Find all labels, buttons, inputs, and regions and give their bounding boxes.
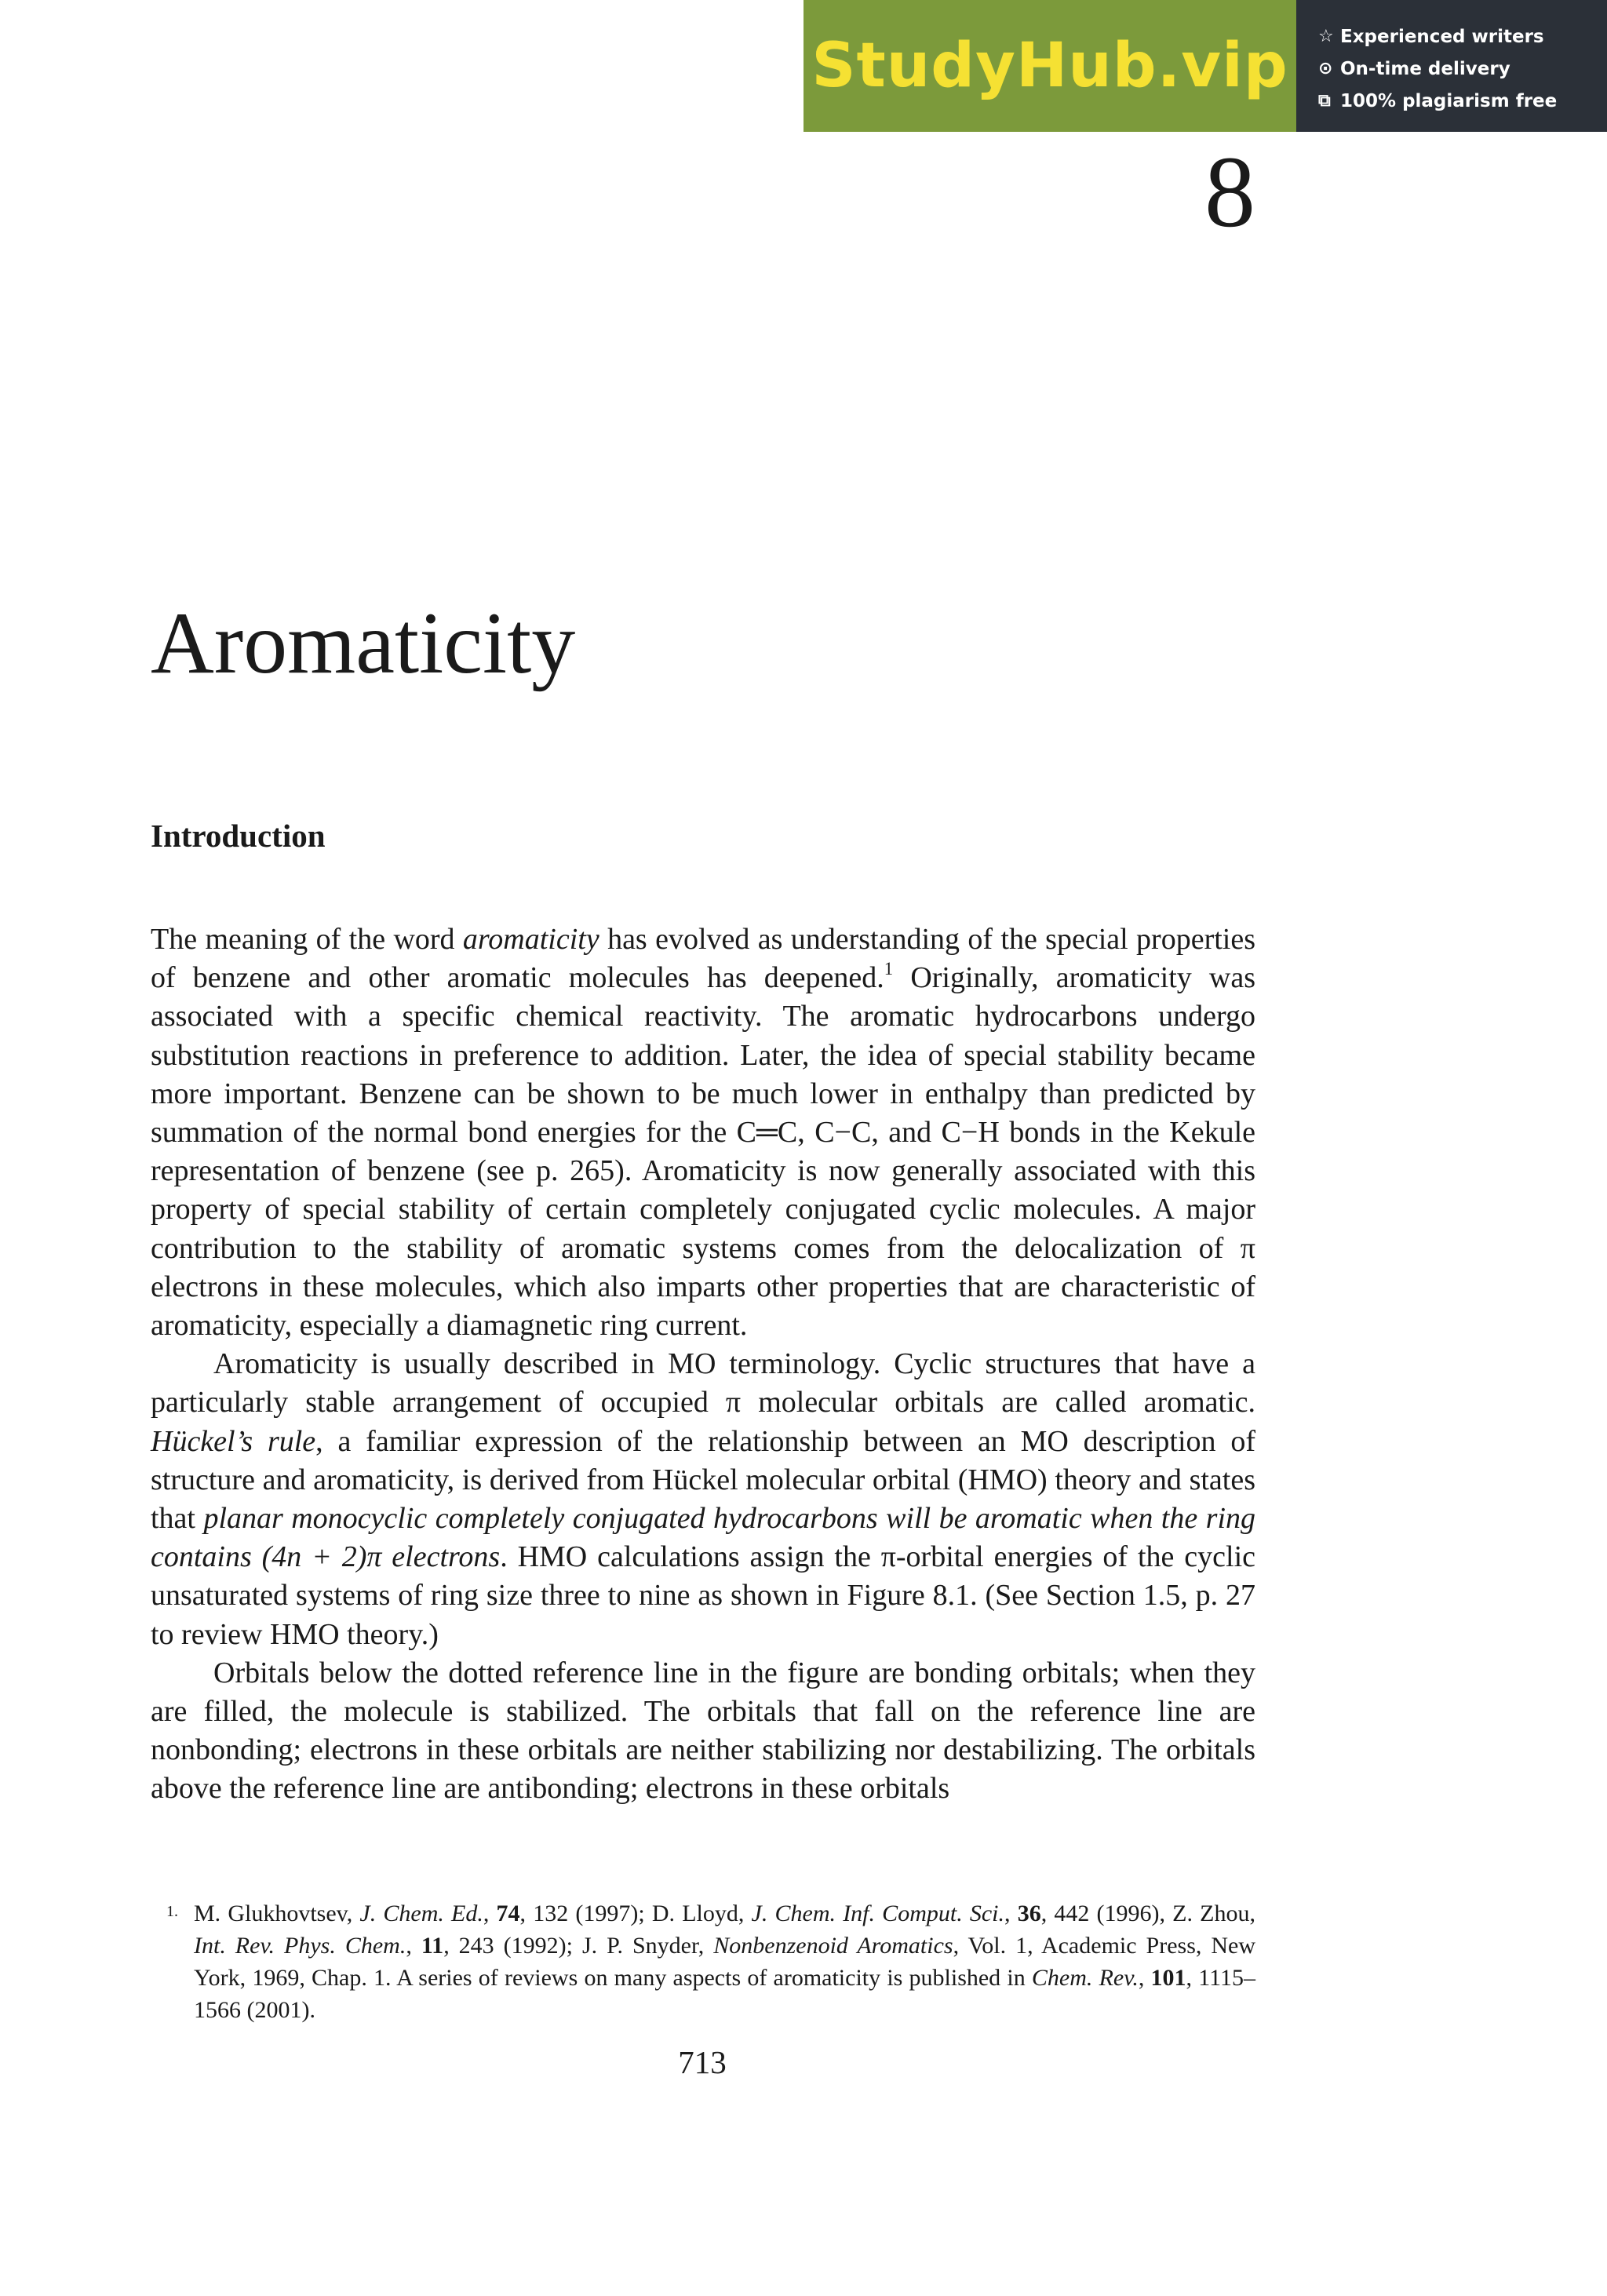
feature-label: 100% plagiarism free: [1340, 90, 1558, 111]
volume: 101: [1150, 1965, 1186, 1991]
feature-plagiarism-free: [1318, 85, 1607, 117]
emphasis: planar monocyclic completely conjugated hydrocarbons will be aromatic when the ring contains (4n + 2)π electrons: [151, 1502, 1256, 1574]
text-run: Aromaticity is usually described in MO terminology. Cyclic structures that have a particularly stable arrangement of occupied π molecular orbitals are called aromatic.: [151, 1347, 1255, 1420]
text-run: M. Glukhovtsev,: [194, 1901, 360, 1926]
paragraph-3: [151, 1654, 1255, 1809]
footnote-1: [151, 1897, 1255, 2026]
feature-on-time-delivery: [1318, 53, 1607, 85]
text-run: , 1115–1566 (2001).: [194, 1965, 1255, 2023]
journal-name: Int. Rev. Phys. Chem.: [194, 1933, 406, 1959]
chapter-number: 8: [1204, 136, 1255, 249]
text-run: , 132 (1997); D. Lloyd,: [519, 1901, 752, 1926]
volume: 11: [421, 1933, 444, 1959]
feature-experienced-writers: [1318, 20, 1607, 53]
emphasis: aromaticity: [462, 923, 599, 956]
copy-icon: ⧉: [1318, 91, 1331, 111]
feature-label: Experienced writers: [1340, 26, 1544, 47]
text-run: ,: [1138, 1965, 1151, 1991]
text-run: . HMO calculations assign the π-orbital energies of the cyclic unsaturated systems of ring size three to nine as shown in Figure 8.1. (See Section 1.5, p. 27 to review HMO theory.): [151, 1540, 1255, 1651]
chapter-title: Aromaticity: [151, 595, 576, 692]
text-run: The meaning of the word: [151, 923, 463, 956]
volume: 74: [496, 1901, 520, 1926]
section-heading: Introduction: [151, 818, 326, 854]
text-run: , 243 (1992); J. P. Snyder,: [443, 1933, 714, 1959]
banner-features: [1296, 0, 1607, 132]
text-run: , a familiar expression of the relationship between an MO description of structure and aromaticity, is derived from Hückel molecular orbital (HMO) theory and states that: [151, 1424, 1255, 1536]
star-icon: ☆: [1318, 27, 1334, 46]
text-run: has evolved as understanding of the special properties of benzene and other aromatic molecules has deepened.: [151, 923, 1255, 995]
volume: 36: [1017, 1901, 1041, 1926]
paragraph-2: [151, 1345, 1255, 1654]
text-run: ,: [483, 1901, 497, 1926]
journal-name: J. Chem. Inf. Comput. Sci.: [751, 1901, 1005, 1926]
clock-icon: ⊙: [1318, 59, 1333, 78]
text-run: , Vol. 1, Academic Press, New York, 1969, Chap. 1. A series of reviews on many aspects of aromaticity is published in: [194, 1933, 1256, 1991]
text-run: ,: [406, 1933, 421, 1959]
page-number: 713: [678, 2044, 727, 2080]
studyhub-banner[interactable]: [804, 0, 1607, 132]
text-run: Originally, aromaticity was associated with a specific chemical reactivity. The aromatic hydrocarbons undergo substitution reactions in preference to addition. Later, the idea of special stability became more important. Benzene can be shown to be much lower in enthalpy than predicted by summation of the normal bond energies for the C═C, C−C, and C−H bonds in the Kekule representation of benzene (see p. 265). Aromaticity is now generally associated with this property of special stability of certain completely conjugated cyclic molecules. A major contribution to the stability of aromatic systems comes from the delocalization of π electrons in these molecules, which also imparts other properties that are characteristic of aromaticity, especially a diamagnetic ring current.: [151, 961, 1255, 1343]
footnote-ref[interactable]: 1: [884, 959, 894, 979]
emphasis: Hückel’s rule: [151, 1424, 316, 1458]
studyhub-logo[interactable]: StudyHub.vip: [804, 0, 1296, 132]
body-text: [151, 920, 1255, 1809]
footnote-mark: 1.: [166, 1903, 178, 1920]
text-run: Orbitals below the dotted reference line in the figure are bonding orbitals; when they are filled, the molecule is stabilized. The orbitals that fall on the reference line are nonbonding; electrons in these orbitals are neither stabilizing nor destabilizing. The orbitals above the reference line are antibonding; electrons in these orbitals: [151, 1656, 1255, 1806]
text-run: , 442 (1996), Z. Zhou,: [1040, 1901, 1255, 1926]
text-run: ,: [1004, 1901, 1018, 1926]
book-title: Nonbenzenoid Aromatics: [713, 1933, 953, 1959]
feature-label: On-time delivery: [1340, 58, 1510, 79]
paragraph-1: [151, 920, 1255, 1345]
journal-name: J. Chem. Ed.: [359, 1901, 483, 1926]
journal-name: Chem. Rev.: [1031, 1965, 1139, 1991]
